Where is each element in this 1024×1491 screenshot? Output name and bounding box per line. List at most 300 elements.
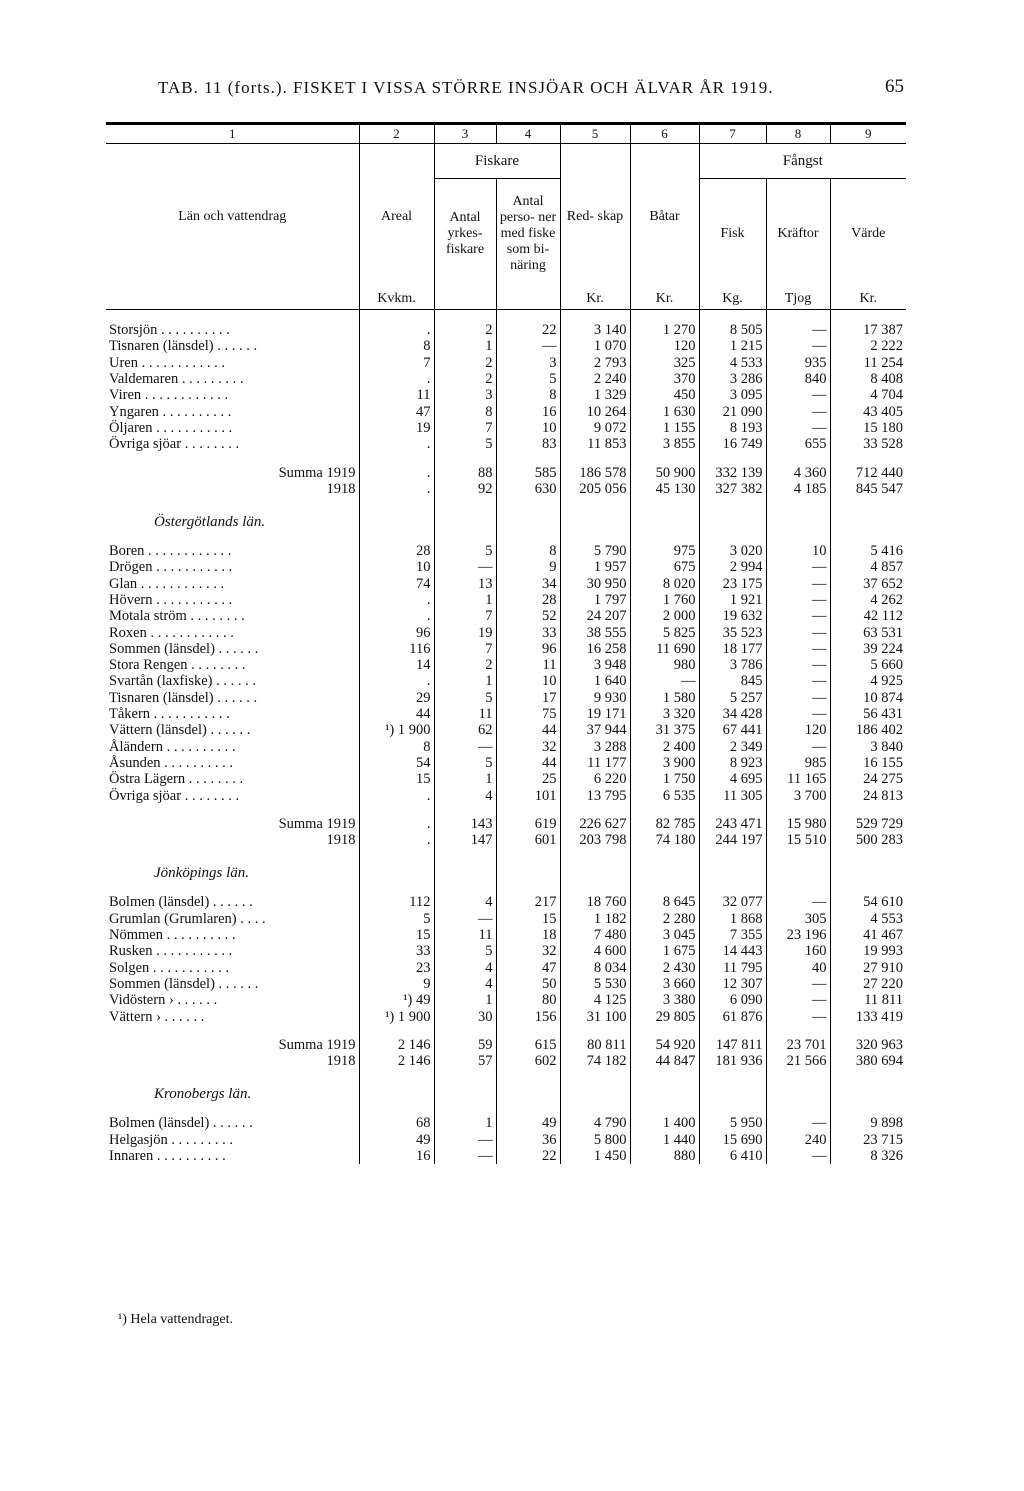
- cell-value: 54 610: [830, 894, 906, 910]
- cell-value: 4 262: [830, 592, 906, 608]
- cell-value: 11 305: [699, 787, 766, 803]
- cell-value: 34: [496, 576, 560, 592]
- cell-value: 4 857: [830, 559, 906, 575]
- footnote: ¹) Hela vattendraget.: [118, 1312, 233, 1327]
- sum-value: 57: [434, 1053, 496, 1069]
- water-name: Hövern . . . . . . . . . . .: [109, 592, 233, 608]
- cell-value: 8 020: [630, 576, 699, 592]
- unit-fisk: Kg.: [699, 289, 766, 310]
- table-row: [106, 771, 906, 787]
- cell-value: 1 400: [630, 1115, 699, 1131]
- cell-value: 4 533: [699, 355, 766, 371]
- cell-value: 19 993: [830, 943, 906, 959]
- water-name: Vättern (länsdel) . . . . . .: [109, 722, 251, 739]
- header-fangst: Fångst: [699, 144, 906, 179]
- cell-value: —: [766, 420, 830, 436]
- unit-areal: Kvkm.: [359, 289, 434, 310]
- sum-value: 15 980: [766, 816, 830, 832]
- cell-value: .: [359, 608, 434, 624]
- cell-value: 24 207: [560, 608, 630, 624]
- sum-value: 712 440: [830, 464, 906, 480]
- cell-value: 16 155: [830, 755, 906, 771]
- sum-row: [106, 832, 906, 848]
- cell-value: 3 286: [699, 371, 766, 387]
- cell-value: 9 072: [560, 420, 630, 436]
- cell-value: 5 800: [560, 1132, 630, 1148]
- cell-value: 1 580: [630, 690, 699, 706]
- cell-value: 33: [496, 624, 560, 640]
- units-row: [106, 289, 906, 310]
- cell-value: 880: [630, 1148, 699, 1164]
- cell-value: 3 380: [630, 992, 699, 1008]
- cell-value: 32 077: [699, 894, 766, 910]
- cell-value: 56 431: [830, 706, 906, 722]
- cell-value: 18 177: [699, 641, 766, 657]
- cell-value: 3 855: [630, 436, 699, 452]
- cell-value: 22: [496, 1148, 560, 1164]
- cell-value: 1 270: [630, 322, 699, 338]
- cell-value: 1 797: [560, 592, 630, 608]
- cell-value: 1 630: [630, 403, 699, 419]
- cell-value: 112: [359, 894, 434, 910]
- colnum-8: 8: [766, 124, 830, 144]
- page-number: 65: [885, 76, 904, 97]
- water-name: Grumlan (Grumlaren) . . . .: [109, 910, 266, 927]
- cell-value: 1 450: [560, 1148, 630, 1164]
- unit-batar: Kr.: [630, 289, 699, 310]
- cell-value: 3 320: [630, 706, 699, 722]
- cell-value: 2 000: [630, 608, 699, 624]
- colnum-3: 3: [434, 124, 496, 144]
- cell-value: 11 165: [766, 771, 830, 787]
- cell-value: 6 535: [630, 787, 699, 803]
- header-binaring: Antal perso- ner med fiske som bi- näring: [496, 179, 560, 290]
- section-header-row: [106, 1069, 906, 1103]
- cell-value: 2 222: [830, 338, 906, 354]
- cell-value: 1: [434, 1115, 496, 1131]
- cell-value: 19: [434, 624, 496, 640]
- sum-value: 59: [434, 1037, 496, 1053]
- cell-value: 11 690: [630, 641, 699, 657]
- sum-value: 327 382: [699, 481, 766, 497]
- table-row: [106, 992, 906, 1008]
- unit-blank: [106, 289, 359, 310]
- cell-value: 11 795: [699, 960, 766, 976]
- cell-value: 1: [434, 338, 496, 354]
- sum-value: 80 811: [560, 1037, 630, 1053]
- cell-value: 17: [496, 690, 560, 706]
- cell-value: 11: [434, 706, 496, 722]
- cell-value: 8 645: [630, 894, 699, 910]
- cell-value: 1 215: [699, 338, 766, 354]
- sum-label: Summa 1919: [278, 1036, 356, 1053]
- water-name: Drögen . . . . . . . . . . .: [109, 559, 233, 576]
- cell-value: 63 531: [830, 624, 906, 640]
- cell-value: 1 957: [560, 559, 630, 575]
- cell-value: —: [766, 403, 830, 419]
- water-name: Valdemaren . . . . . . . . .: [109, 371, 244, 388]
- cell-value: 13 795: [560, 787, 630, 803]
- water-name: Nömmen . . . . . . . . . .: [109, 927, 236, 944]
- spacer-row: [106, 882, 906, 894]
- cell-value: 1 329: [560, 387, 630, 403]
- cell-value: 4: [434, 960, 496, 976]
- sum-value: 74 182: [560, 1053, 630, 1069]
- cell-value: 3 840: [830, 739, 906, 755]
- sum-value: 601: [496, 832, 560, 848]
- cell-value: 655: [766, 436, 830, 452]
- cell-value: 41 467: [830, 927, 906, 943]
- cell-value: 4 704: [830, 387, 906, 403]
- table-row: [106, 338, 906, 354]
- cell-value: 5 790: [560, 543, 630, 559]
- sum-value: 2 146: [359, 1053, 434, 1069]
- cell-value: 44: [359, 706, 434, 722]
- cell-value: 133 419: [830, 1008, 906, 1024]
- cell-value: 3 140: [560, 322, 630, 338]
- cell-value: —: [766, 673, 830, 689]
- header-kraftor: Kräftor: [766, 179, 830, 290]
- cell-value: 21 090: [699, 403, 766, 419]
- table-row: [106, 1148, 906, 1164]
- cell-value: 11 177: [560, 755, 630, 771]
- cell-value: 2 430: [630, 960, 699, 976]
- water-name: Östra Lägern . . . . . . . .: [109, 771, 244, 788]
- cell-value: 74: [359, 576, 434, 592]
- water-name: Glan . . . . . . . . . . . .: [109, 575, 225, 592]
- sum-value: 21 566: [766, 1053, 830, 1069]
- cell-value: 1 155: [630, 420, 699, 436]
- sum-value: 143: [434, 816, 496, 832]
- cell-value: 96: [359, 624, 434, 640]
- cell-value: 2 349: [699, 739, 766, 755]
- cell-value: 30 950: [560, 576, 630, 592]
- table-row: [106, 787, 906, 803]
- cell-value: 32: [496, 739, 560, 755]
- cell-value: 1: [434, 992, 496, 1008]
- cell-value: 10: [766, 543, 830, 559]
- cell-value: 4: [434, 787, 496, 803]
- unit-varde: Kr.: [830, 289, 906, 310]
- cell-value: 980: [630, 657, 699, 673]
- sum-value: 619: [496, 816, 560, 832]
- sum-value: 82 785: [630, 816, 699, 832]
- cell-value: 120: [766, 722, 830, 738]
- cell-value: 11 254: [830, 355, 906, 371]
- cell-value: 62: [434, 722, 496, 738]
- cell-value: 43 405: [830, 403, 906, 419]
- cell-value: 5 257: [699, 690, 766, 706]
- cell-value: 305: [766, 911, 830, 927]
- cell-value: 4 553: [830, 911, 906, 927]
- table-row: [106, 755, 906, 771]
- cell-value: 14 443: [699, 943, 766, 959]
- header-yrkesfiskare: Antal yrkes- fiskare: [434, 179, 496, 290]
- sum-value: 615: [496, 1037, 560, 1053]
- table-row: [106, 387, 906, 403]
- cell-value: 675: [630, 559, 699, 575]
- cell-value: 1 640: [560, 673, 630, 689]
- colnum-9: 9: [830, 124, 906, 144]
- cell-value: 16 258: [560, 641, 630, 657]
- cell-value: 116: [359, 641, 434, 657]
- cell-value: 8: [496, 543, 560, 559]
- water-name: Bolmen (länsdel) . . . . . .: [109, 1115, 253, 1132]
- cell-value: 4 925: [830, 673, 906, 689]
- colnum-4: 4: [496, 124, 560, 144]
- water-name: Svartån (laxfiske) . . . . . .: [109, 673, 256, 690]
- cell-value: 37 944: [560, 722, 630, 738]
- cell-value: 975: [630, 543, 699, 559]
- cell-value: 8: [359, 338, 434, 354]
- cell-value: 3: [434, 387, 496, 403]
- cell-value: —: [434, 559, 496, 575]
- sum-value: 630: [496, 481, 560, 497]
- cell-value: 3 045: [630, 927, 699, 943]
- cell-value: 16: [359, 1148, 434, 1164]
- cell-value: —: [766, 706, 830, 722]
- cell-value: 240: [766, 1132, 830, 1148]
- sum-value: 500 283: [830, 832, 906, 848]
- cell-value: —: [766, 624, 830, 640]
- cell-value: 5: [434, 436, 496, 452]
- cell-value: 8 326: [830, 1148, 906, 1164]
- cell-value: 47: [359, 403, 434, 419]
- sum-value: 23 701: [766, 1037, 830, 1053]
- cell-value: 325: [630, 355, 699, 371]
- cell-value: .: [359, 322, 434, 338]
- cell-value: 7 480: [560, 927, 630, 943]
- table-row: [106, 436, 906, 452]
- cell-value: 15: [359, 927, 434, 943]
- colnum-1: 1: [106, 124, 359, 144]
- table-row: [106, 355, 906, 371]
- cell-value: 101: [496, 787, 560, 803]
- table-row: [106, 1008, 906, 1024]
- sum-value: 44 847: [630, 1053, 699, 1069]
- table-row: [106, 624, 906, 640]
- cell-value: 7 355: [699, 927, 766, 943]
- sum-value: 320 963: [830, 1037, 906, 1053]
- cell-value: 18 760: [560, 894, 630, 910]
- cell-value: 4 125: [560, 992, 630, 1008]
- table-row: [106, 673, 906, 689]
- cell-value: 1 182: [560, 911, 630, 927]
- table-row: [106, 322, 906, 338]
- cell-value: 44: [496, 722, 560, 738]
- cell-value: 3 660: [630, 976, 699, 992]
- water-name: Sommen (länsdel) . . . . . .: [109, 975, 259, 992]
- table-row: [106, 657, 906, 673]
- cell-value: 6 090: [699, 992, 766, 1008]
- table-row: [106, 608, 906, 624]
- cell-value: —: [434, 911, 496, 927]
- table-row: [106, 739, 906, 755]
- cell-value: 1: [434, 592, 496, 608]
- sum-value: 147 811: [699, 1037, 766, 1053]
- cell-value: 23 715: [830, 1132, 906, 1148]
- water-name: Helgasjön . . . . . . . . .: [109, 1131, 234, 1148]
- cell-value: —: [766, 608, 830, 624]
- cell-value: 7: [434, 641, 496, 657]
- cell-value: 186 402: [830, 722, 906, 738]
- cell-value: —: [766, 576, 830, 592]
- table-row: [106, 420, 906, 436]
- cell-value: 19: [359, 420, 434, 436]
- cell-value: 1 750: [630, 771, 699, 787]
- cell-value: —: [766, 387, 830, 403]
- cell-value: 28: [496, 592, 560, 608]
- cell-value: 8 923: [699, 755, 766, 771]
- sum-value: 243 471: [699, 816, 766, 832]
- cell-value: —: [434, 1132, 496, 1148]
- table-body: [106, 310, 906, 1165]
- cell-value: 9 898: [830, 1115, 906, 1131]
- cell-value: 3 948: [560, 657, 630, 673]
- cell-value: 67 441: [699, 722, 766, 738]
- water-name: Rusken . . . . . . . . . . .: [109, 943, 233, 960]
- cell-value: ¹) 49: [359, 992, 434, 1008]
- sum-row: [106, 1037, 906, 1053]
- water-name: Öljaren . . . . . . . . . . .: [109, 419, 233, 436]
- sum-value: 226 627: [560, 816, 630, 832]
- cell-value: —: [766, 322, 830, 338]
- cell-value: —: [766, 1148, 830, 1164]
- cell-value: 5 530: [560, 976, 630, 992]
- header-areal: Areal: [359, 144, 434, 290]
- water-name: Viren . . . . . . . . . . . .: [109, 387, 229, 404]
- cell-value: —: [434, 739, 496, 755]
- cell-value: 5: [496, 371, 560, 387]
- cell-value: 15: [359, 771, 434, 787]
- cell-value: 8: [434, 403, 496, 419]
- cell-value: 24 813: [830, 787, 906, 803]
- water-name: Övriga sjöar . . . . . . . .: [109, 436, 240, 453]
- cell-value: .: [359, 436, 434, 452]
- cell-value: 217: [496, 894, 560, 910]
- cell-value: 2 280: [630, 911, 699, 927]
- cell-value: 36: [496, 1132, 560, 1148]
- page-header: [158, 78, 904, 100]
- water-name: Solgen . . . . . . . . . . .: [109, 959, 230, 976]
- table-row: [106, 1132, 906, 1148]
- fishing-table: [106, 122, 906, 1164]
- cell-value: 29: [359, 690, 434, 706]
- cell-value: 47: [496, 960, 560, 976]
- unit-yrkes: [434, 289, 496, 310]
- section-title: Östergötlands län.: [154, 513, 266, 530]
- table-row: [106, 559, 906, 575]
- cell-value: 156: [496, 1008, 560, 1024]
- header-lan: Län och vattendrag: [178, 208, 287, 224]
- water-name: Innaren . . . . . . . . . .: [109, 1148, 226, 1165]
- water-name: Bolmen (länsdel) . . . . . .: [109, 894, 253, 911]
- cell-value: 2: [434, 657, 496, 673]
- cell-value: 23 175: [699, 576, 766, 592]
- sum-value: 45 130: [630, 481, 699, 497]
- sum-value: 602: [496, 1053, 560, 1069]
- cell-value: 1 760: [630, 592, 699, 608]
- cell-value: 1 868: [699, 911, 766, 927]
- water-name: Motala ström . . . . . . . .: [109, 608, 245, 625]
- cell-value: 1 440: [630, 1132, 699, 1148]
- cell-value: 5: [434, 543, 496, 559]
- sum-value: 147: [434, 832, 496, 848]
- colnum-5: 5: [560, 124, 630, 144]
- cell-value: 7: [434, 420, 496, 436]
- cell-value: 31 375: [630, 722, 699, 738]
- table-row: [106, 371, 906, 387]
- cell-value: 840: [766, 371, 830, 387]
- sum-value: 529 729: [830, 816, 906, 832]
- header-varde: Värde: [830, 179, 906, 290]
- sum-value: .: [359, 481, 434, 497]
- cell-value: —: [496, 338, 560, 354]
- cell-value: 3 020: [699, 543, 766, 559]
- water-name: Vättern › . . . . . .: [109, 1008, 205, 1025]
- cell-value: 1: [434, 673, 496, 689]
- section-header-row: [106, 848, 906, 882]
- spacer-row: [106, 310, 906, 323]
- table-row: [106, 641, 906, 657]
- sum-value: 54 920: [630, 1037, 699, 1053]
- cell-value: 13: [434, 576, 496, 592]
- cell-value: —: [766, 559, 830, 575]
- table-row: [106, 911, 906, 927]
- sum-value: 186 578: [560, 464, 630, 480]
- column-number-row: [106, 124, 906, 144]
- cell-value: 5: [434, 690, 496, 706]
- cell-value: 120: [630, 338, 699, 354]
- cell-value: 11: [434, 927, 496, 943]
- cell-value: 80: [496, 992, 560, 1008]
- table-row: [106, 976, 906, 992]
- cell-value: 22: [496, 322, 560, 338]
- cell-value: 19 632: [699, 608, 766, 624]
- cell-value: 31 100: [560, 1008, 630, 1024]
- cell-value: 83: [496, 436, 560, 452]
- cell-value: 16 749: [699, 436, 766, 452]
- cell-value: 44: [496, 755, 560, 771]
- cell-value: 1 921: [699, 592, 766, 608]
- sum-value: 15 510: [766, 832, 830, 848]
- cell-value: 50: [496, 976, 560, 992]
- cell-value: 2 793: [560, 355, 630, 371]
- sum-value: .: [359, 816, 434, 832]
- cell-value: .: [359, 673, 434, 689]
- cell-value: 5 660: [830, 657, 906, 673]
- sum-label: 1918: [326, 480, 356, 497]
- header-fisk: Fisk: [699, 179, 766, 290]
- table-row: [106, 960, 906, 976]
- cell-value: 3 786: [699, 657, 766, 673]
- cell-value: ¹) 1 900: [359, 1008, 434, 1024]
- cell-value: 7: [359, 355, 434, 371]
- water-name: Åsunden . . . . . . . . . .: [109, 754, 234, 771]
- sum-value: 380 694: [830, 1053, 906, 1069]
- cell-value: 35 523: [699, 624, 766, 640]
- water-name: Roxen . . . . . . . . . . . .: [109, 624, 234, 641]
- table-row: [106, 706, 906, 722]
- cell-value: 42 112: [830, 608, 906, 624]
- cell-value: 5 950: [699, 1115, 766, 1131]
- table-row: [106, 722, 906, 738]
- cell-value: 11 853: [560, 436, 630, 452]
- cell-value: 15 180: [830, 420, 906, 436]
- section-header-row: [106, 497, 906, 531]
- table-row: [106, 576, 906, 592]
- cell-value: 8: [359, 739, 434, 755]
